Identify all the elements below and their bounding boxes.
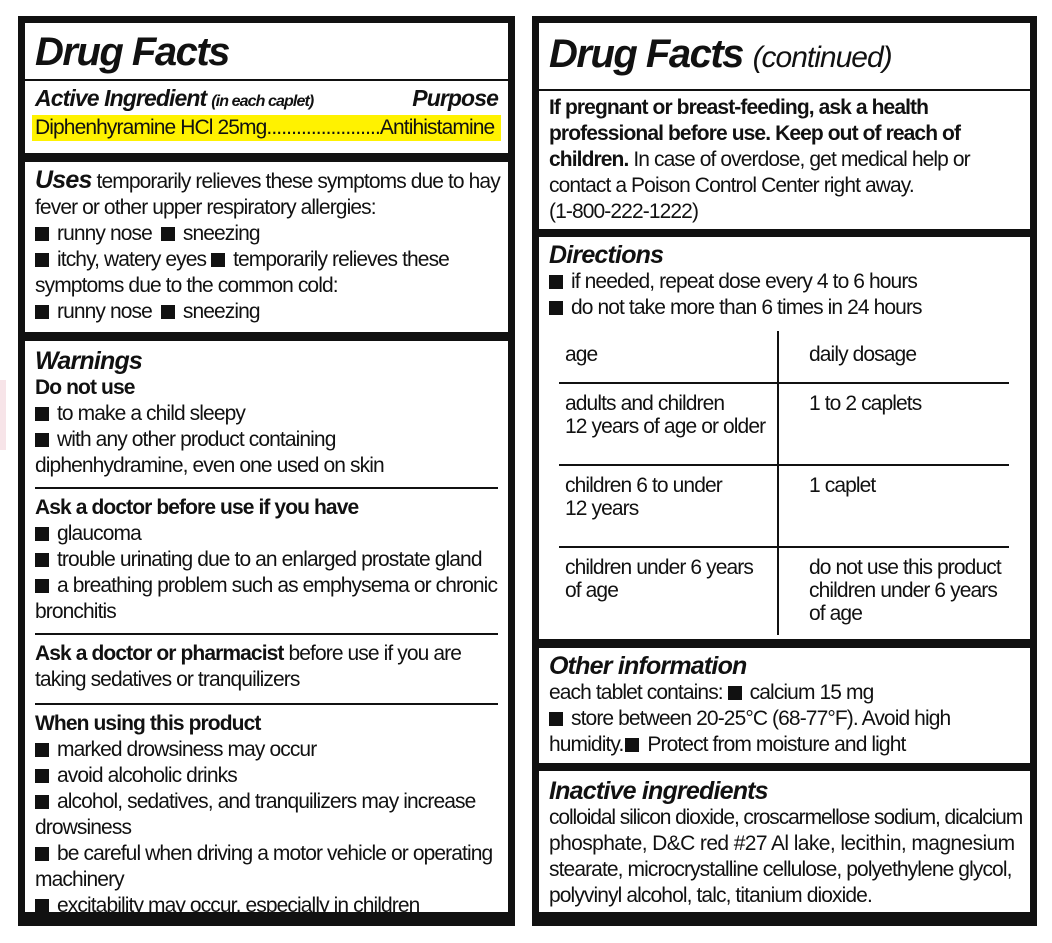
ad-item-1: glaucoma (35, 521, 498, 547)
pregnancy-line1: If pregnant or breast-feeding, ask a health (549, 96, 929, 119)
uses-line2: fever or other upper respiratory allergies: (35, 196, 376, 219)
active-ingredient-header (35, 85, 498, 115)
ask-pharmacist-text-2: taking sedatives or tranquilizers (35, 668, 300, 691)
dnu-item-1: to make a child sleepy (35, 401, 498, 427)
direction-item-1: if needed, repeat dose every 4 to 6 hours (549, 269, 1020, 295)
ad-item-3: a breathing problem such as emphysema or chronic (35, 573, 498, 599)
uses-line5: symptoms due to the common cold: (35, 274, 338, 297)
warnings-box (25, 341, 508, 917)
wu-item-2: avoid alcoholic drinks (35, 763, 498, 789)
ask-pharmacist-heading: Ask a doctor or pharmacist (35, 642, 284, 665)
uses-heading: Uses (35, 166, 92, 194)
dosage-table (559, 331, 1009, 635)
ad-item-2: trouble urinating due to an enlarged prostate gland (35, 547, 498, 573)
panel-title: Drug Facts (35, 30, 229, 74)
header-daily-dosage: daily dosage (809, 343, 917, 366)
inactive-line-3: stearate, microcrystalline cellulose, polyethylene glycol, (549, 858, 1012, 881)
inactive-ingredients-heading: Inactive ingredients (549, 777, 768, 805)
title-box-continued (539, 23, 1030, 89)
directions-heading: Directions (549, 241, 664, 269)
inactive-line-4: polyvinyl alcohol, talc, titanium dioxide. (549, 884, 872, 907)
pregnancy-line2: professional before use. Keep out of reach of (549, 122, 961, 145)
wu-item-1: marked drowsiness may occur (35, 737, 498, 763)
pregnancy-line3-bold: children. (549, 148, 629, 171)
when-using-heading: When using this product (35, 712, 261, 735)
other-line-3: humidity. Protect from moisture and light (549, 733, 906, 756)
other-line-2: store between 20-25°C (68-77°F). Avoid high (549, 706, 1020, 732)
ask-pharmacist-text: before use if you are (288, 642, 462, 665)
dnu-item-2: with any other product containing (35, 427, 498, 453)
ask-doctor-heading: Ask a doctor before use if you have (35, 496, 359, 519)
pregnancy-line4: contact a Poison Control Center right away. (549, 174, 914, 197)
active-ingredient-label: Active Ingredient (35, 85, 207, 111)
other-line-1: each tablet contains: calcium 15 mg (549, 681, 874, 704)
inactive-line-2: phosphate, D&C red #27 Al lake, lecithin, magnesium (549, 832, 1015, 855)
uses-line4: itchy, watery eyes temporarily relieves these (35, 247, 498, 273)
other-information-heading: Other information (549, 652, 747, 680)
continued-label: (continued) (752, 41, 892, 74)
other-information-box (539, 648, 1030, 763)
header-age: age (559, 331, 778, 383)
directions-box (539, 237, 1030, 639)
inactive-line-1: colloidal silicon dioxide, croscarmellose sodium, dicalcium (549, 806, 1023, 829)
wu-item-4-cont: machinery (35, 868, 124, 891)
wu-item-3: alcohol, sedatives, and tranquilizers may increase (35, 789, 498, 815)
wu-item-4: be careful when driving a motor vehicle or operating (35, 841, 498, 867)
uses-line6: runny nose sneezing (35, 299, 498, 325)
warnings-heading: Warnings (35, 347, 143, 375)
wu-item-3-cont: drowsiness (35, 816, 132, 839)
do-not-use-heading: Do not use (35, 376, 135, 399)
poison-control-phone: (1-800-222-1222) (549, 200, 699, 223)
direction-item-2: do not take more than 6 times in 24 hours (549, 295, 1020, 321)
active-ingredient-qualifier: (in each caplet) (211, 93, 314, 110)
uses-box (25, 162, 508, 332)
pregnancy-box (539, 89, 1030, 229)
purpose-label: Purpose (412, 85, 498, 111)
dnu-item-2-cont: diphenhydramine, even one used on skin (35, 454, 384, 477)
dosage-row: children under 6 years of age do not use this product children under 6 years of age (559, 547, 1009, 635)
drug-facts-panel-left (18, 16, 515, 926)
ingredient-line: Diphenhyramine HCl 25mg.......................Antihistamine (32, 115, 501, 141)
ingredient-row (35, 115, 498, 141)
panel-title-right: Drug Facts (549, 32, 743, 76)
drug-facts-panel-right (532, 16, 1037, 926)
inactive-ingredients-box (539, 771, 1030, 912)
title-box (25, 23, 508, 153)
uses-line1: temporarily relieves these symptoms due to hay (96, 170, 500, 193)
dosage-row: children 6 to under 12 years 1 caplet (559, 465, 1009, 547)
wu-item-5: excitability may occur, especially in children (35, 893, 498, 919)
edge-artifact (0, 380, 6, 450)
uses-line3: runny nose sneezing (35, 221, 498, 247)
dosage-row: adults and children 12 years of age or older 1 to 2 caplets (559, 383, 1009, 465)
pregnancy-line3: In case of overdose, get medical help or (633, 148, 970, 171)
dosage-table-header (559, 331, 1009, 383)
ad-item-3-cont: bronchitis (35, 600, 116, 623)
